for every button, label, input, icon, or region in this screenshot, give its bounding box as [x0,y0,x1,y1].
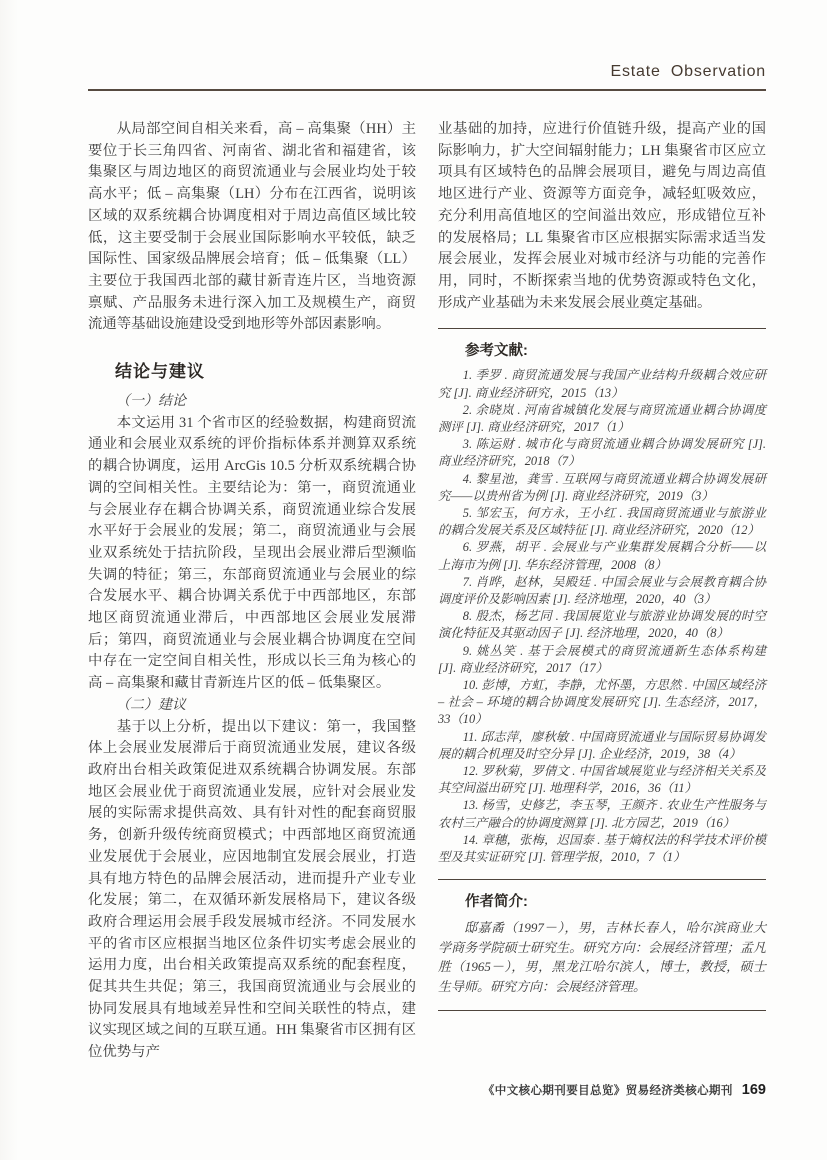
paragraph-spatial-autocorrelation: 从局部空间自相关来看，高 – 高集聚（HH）主要位于长三角四省、河南省、湖北省和福建省，该集聚区与周边地区的商贸流通业与会展业均处于较高水平；低 – 高集聚（LH）分布在江西省，说明该区域的双系统耦合协调度相对于周边高值区域比较低，这主要受制于会展业国际影响水平较低，缺乏国际性、国家级品牌展会培育；低 – 低集聚（LL）主要位于我国西北部的藏甘新青连片区，当地资源禀赋、产品服务未进行深入加工及规模生产，商贸流通等基础设施建设受到地形等外部因素影响。 [88,121,416,333]
author-bio-heading: 作者简介: [465,894,528,911]
references-list [438,367,766,866]
reference-item: 10. 彭博，方虹，李静，尤怀墨，方思然 . 中国区域经济 – 社会 – 环境的耦合协调度发展研究 [J]. 生态经济，2017，33（10） [438,677,766,727]
paragraph-continuation: 业基础的加持，应进行价值链升级，提高产业的国际影响力，扩大空间辐射能力；LH 集聚省市区应立项具有区域特色的品牌会展项目，避免与周边高值地区进行产业、资源等方面竞争，减轻虹吸效应，充分利用高值地区的空间溢出效应，形成错位互补的发展格局；LL 集聚省市区应根据实际需求适当发展会展业，发挥会展业对城市经济与功能的完善作用，同时，不断探索当地的优势资源或特色文化，形成产业基础为未来发展会展业奠定基础。 [438,121,766,311]
reference-item: 5. 邹宏玉，何方永，王小红 . 我国商贸流通业与旅游业的耦合发展关系及区域特征 [J]. 商业经济研究，2020（12） [438,505,766,538]
reference-item: 11. 邱志萍，廖秋敏 . 中国商贸流通业与国际贸易协调发展的耦合机理及时空分异 [J]. 企业经济，2019，38（4） [438,729,766,761]
right-column [438,119,766,1064]
paragraph-conclusion: 本文运用 31 个省市区的经验数据，构建商贸流通业和会展业双系统的评价指标体系并测算双系统的耦合协调度，运用 ArcGis 10.5 分析双系统耦合协调的空间相关性。主要结论为：第一，商贸流通业与会展业存在耦合协调关系，商贸流通业综合发展水平好于会展业的发展；第二，商贸流通业与会展业双系统处于拮抗阶段，呈现出会展业滞后型濒临失调的特征；第三，东部商贸流通业与会展业的综合发展水平、耦合协调关系优于中西部地区，东部地区商贸流通业滞后，中西部地区会展业发展滞后；第四，商贸流通业与会展业耦合协调度在空间中存在一定空间自相关性，形成以长三角为核心的高 – 高集聚和藏甘青新连片区的低 – 低集聚区。 [88,414,416,692]
page-number: 169 [741,1082,766,1098]
reference-item: 7. 肖晔，赵林，吴殿廷 . 中国会展业与会展教育耦合协调度评价及影响因素 [J]. 经济地理，2020，40（3） [438,574,766,606]
references-top-divider [438,328,766,329]
author-bio-text: 邸嘉矞（1997－），男，吉林长春人，哈尔滨商业大学商务学院硕士研究生。研究方向：会展经济管理；孟凡胜（1965－），男，黑龙江哈尔滨人，博士，教授，硕士生导师。研究方向：会展经济管理。 [438,920,766,994]
left-column [88,119,416,1064]
reference-item: 12. 罗秋菊，罗倩文 . 中国省域展览业与经济相关关系及其空间溢出研究 [J]. 地理科学，2016，36（11） [438,764,766,796]
reference-item: 4. 黎星池，龚雪 . 互联网与商贸流通业耦合协调发展研究——以贵州省为例 [J]. 商业经济研究，2019（3） [438,471,766,503]
reference-item: 8. 殷杰，杨艺同 . 我国展览业与旅游业协调发展的时空演化特征及其驱动因子 [J]. 经济地理，2020，40（8） [438,609,766,641]
section-heading-conclusion: 结论与建议 [115,362,205,382]
page-footer [483,1082,766,1098]
subsection-label-conclusion: （一）结论 [116,394,186,410]
reference-item: 1. 季罗 . 商贸流通发展与我国产业结构升级耦合效应研究 [J]. 商业经济研究，2015（13） [438,368,766,400]
reference-item: 14. 章穗，张梅，迟国泰 . 基于熵权法的科学技术评价模型及其实证研究 [J]. 管理学报，2010，7（1） [438,832,766,865]
subsection-label-suggestion: （二）建议 [116,697,186,713]
paragraph-suggestion: 基于以上分析，提出以下建议：第一，我国整体上会展业发展滞后于商贸流通业发展，建议各级政府出台相关政策促进双系统耦合协调发展。东部地区会展业优于商贸流通业发展，应针对会展业发展的实际需求提供高效、具有针对性的配套商贸服务，创新升级传统商贸模式；中西部地区商贸流通业发展优于会展业，应因地制宜发展会展业，打造具有地方特色的品牌会展活动，进而提升产业专业化发展；第二，在双循环新发展格局下，建议各级政府合理运用会展手段发展城市经济。不同发展水平的省市区应根据当地区位条件切实考虑会展业的运用力度，出台相关政策提高双系统的配套程度，促其共生共促；第三，我国商贸流通业与会展业的协同发展具有地域差异性和空间关联性的特点，建议实现区域之间的互联互通。HH 集聚省市区拥有区位优势与产 [88,718,416,1061]
bio-top-divider [438,879,766,880]
reference-item: 3. 陈运财 . 城市化与商贸流通业耦合协调发展研究 [J]. 商业经济研究，2018（7） [438,437,766,469]
header-divider [88,89,766,91]
page-header-label: Estate Observation [610,63,766,80]
reference-item: 6. 罗燕，胡平 . 会展业与产业集群发展耦合分析——以上海市为例 [J]. 华东经济管理，2008（8） [438,540,766,572]
references-heading: 参考文献: [465,343,528,360]
journal-note: 《中文核心期刊要目总览》贸易经济类核心期刊 [482,1085,733,1097]
bio-bottom-divider [438,1010,766,1011]
reference-item: 2. 余晓岚 . 河南省城镇化发展与商贸流通业耦合协调度测评 [J]. 商业经济研究，2017（1） [438,402,766,434]
reference-item: 9. 姚丛笑 . 基于会展模式的商贸流通新生态体系构建 [J]. 商业经济研究，2017（17） [438,643,766,675]
reference-item: 13. 杨雪，史修艺，李玉琴，王颜齐 . 农业生产性服务与农村三产融合的协调度测算 [J]. 北方园艺，2019（16） [438,798,766,830]
article-body [88,119,766,1064]
